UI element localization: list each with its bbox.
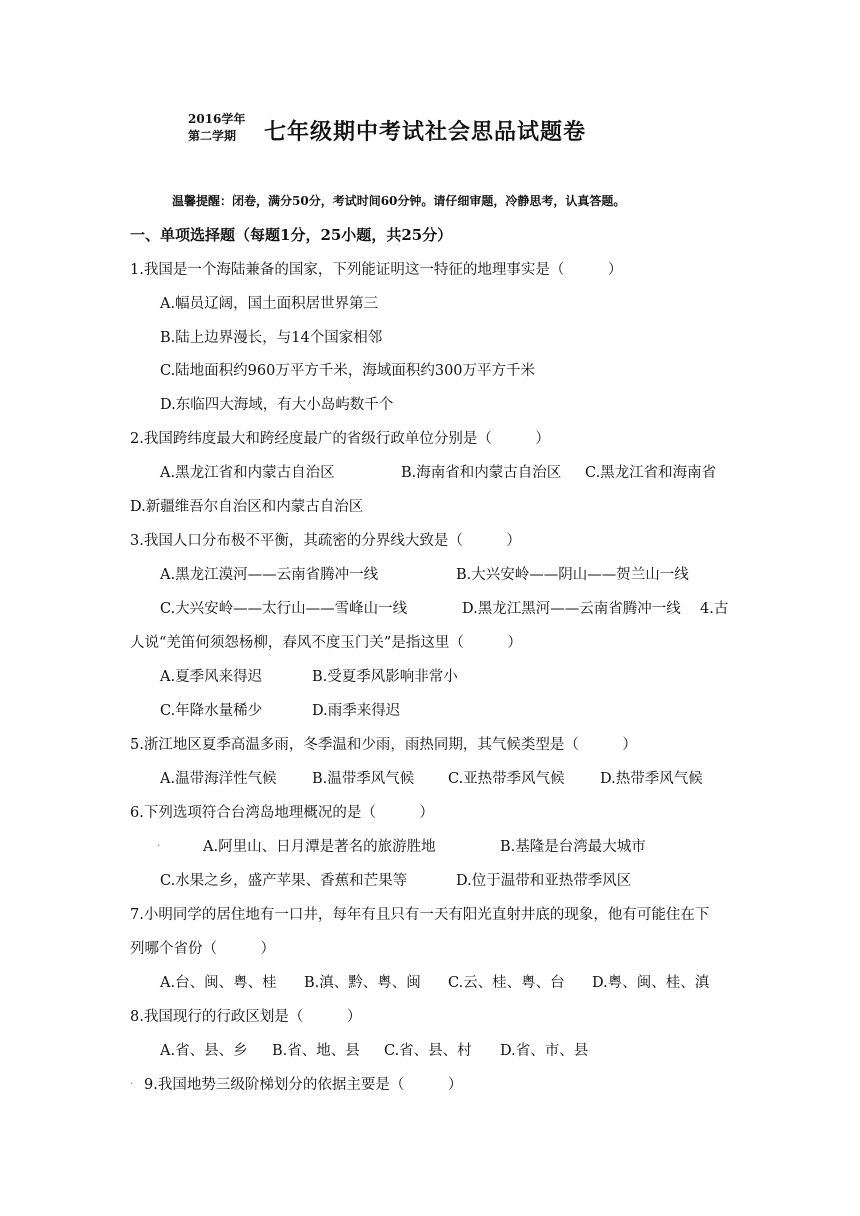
option-text: B.滇、黔、粤、闽 (304, 975, 421, 991)
option-text: B.陆上边界漫长，与14个国家相邻 (160, 330, 383, 346)
exam-title: 七年级期中考试社会思品试题卷 (264, 119, 587, 145)
option-text: A.省、县、乡 (160, 1043, 248, 1059)
option-text: C.云、桂、粤、台 (448, 975, 565, 991)
option-text: C.亚热带季风气候 (448, 771, 565, 787)
question-stem: 2.我国跨纬度最大和跨经度最广的省级行政单位分别是（ ） (130, 431, 550, 447)
question-stem: 6.下列选项符合台湾岛地理概况的是（ ） (130, 805, 434, 821)
option-text: B.基隆是台湾最大城市 (500, 839, 646, 855)
option-text: C.年降水量稀少 (160, 703, 263, 719)
question-stem: 9.我国地势三级阶梯划分的依据主要是（ ） (144, 1077, 463, 1093)
stray-mark: . (157, 838, 161, 849)
option-text: D.新疆维吾尔自治区和内蒙古自治区 (130, 499, 364, 515)
option-text: D.省、市、县 (500, 1043, 589, 1059)
stray-mark: . (130, 1076, 134, 1087)
option-text: B.海南省和内蒙古自治区 (401, 465, 562, 481)
option-text: B.受夏季风影响非常小 (312, 669, 458, 685)
option-text: A.幅员辽阔，国土面积居世界第三 (160, 296, 379, 312)
option-text: C.大兴安岭——太行山——雪峰山一线 (160, 601, 408, 617)
option-text: D.热带季风气候 (600, 771, 703, 787)
option-text: C.水果之乡，盛产苹果、香蕉和芒果等 (160, 873, 408, 889)
exam-instructions: 温馨提醒：闭卷，满分50分，考试时间60分钟。请仔细审题，冷静思考，认真答题。 (172, 194, 626, 208)
question-stem-continued: 列哪个省份（ ） (130, 941, 275, 957)
question-stem: 7.小明同学的居住地有一口井，每年有且只有一天有阳光直射井底的现象，他有可能住在下 (130, 907, 710, 923)
term-year: 2016学年 (188, 112, 246, 126)
option-text: D.位于温带和亚热带季风区 (456, 873, 632, 889)
option-text: D.粤、闽、桂、滇 (592, 975, 710, 991)
option-text: B.温带季风气候 (312, 771, 415, 787)
option-text: A.台、闽、粤、桂 (160, 975, 277, 991)
option-text: C.陆地面积约960万平方千米，海域面积约300万平方千米 (160, 363, 536, 379)
option-text: A.阿里山、日月潭是著名的旅游胜地 (203, 839, 436, 855)
question-stem: 5.浙江地区夏季高温多雨，冬季温和少雨，雨热同期，其气候类型是（ ） (130, 737, 637, 753)
option-text: B.大兴安岭——阴山——贺兰山一线 (456, 567, 689, 583)
option-text: C.省、县、村 (384, 1043, 472, 1059)
option-text: B.省、地、县 (272, 1043, 360, 1059)
question-stem: 1.我国是一个海陆兼备的国家，下列能证明这一特征的地理事实是（ ） (130, 262, 623, 278)
question-stem: 8.我国现行的行政区划是（ ） (130, 1009, 362, 1025)
question-stem: 4.古 (700, 601, 729, 617)
option-text: A.夏季风来得迟 (160, 669, 263, 685)
term-semester: 第二学期 (188, 129, 237, 143)
option-text: A.黑龙江漠河——云南省腾冲一线 (160, 567, 379, 583)
option-text: D.东临四大海域，有大小岛屿数千个 (160, 397, 394, 413)
option-text: D.黑龙江黑河——云南省腾冲一线 (462, 601, 681, 617)
option-text: C.黑龙江省和海南省 (585, 465, 717, 481)
option-text: A.温带海洋性气候 (160, 771, 277, 787)
section-heading: 一、单项选择题（每题1分，25小题，共25分） (130, 226, 453, 244)
option-text: A.黑龙江省和内蒙古自治区 (160, 465, 335, 481)
question-stem: 3.我国人口分布极不平衡，其疏密的分界线大致是（ ） (130, 533, 521, 549)
question-stem: 人说“羌笛何须怨杨柳，春风不度玉门关”是指这里（ ） (130, 635, 522, 651)
option-text: D.雨季来得迟 (312, 703, 401, 719)
